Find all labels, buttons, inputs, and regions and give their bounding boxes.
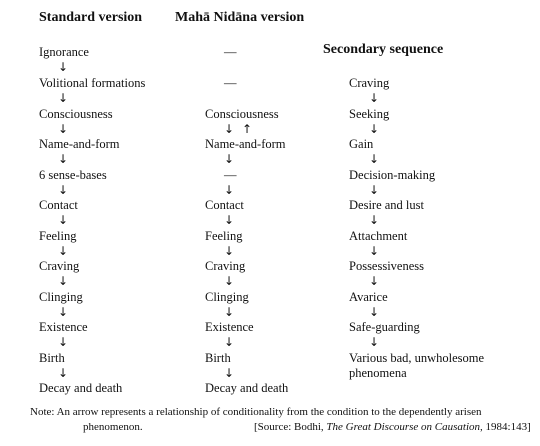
standard-item: 6 sense-bases	[39, 168, 107, 182]
standard-item: Consciousness	[39, 107, 113, 121]
maha-item: Existence	[205, 320, 254, 334]
maha-item: Consciousness	[205, 107, 279, 121]
down-arrow-icon: ↓	[369, 91, 380, 105]
down-arrow-icon: ↓	[224, 152, 235, 166]
standard-item: Clinging	[39, 290, 83, 304]
maha-item: Craving	[205, 259, 246, 273]
note-continuation: phenomenon.	[83, 421, 143, 433]
source-suffix: 1984:143]	[482, 421, 531, 433]
down-arrow-icon: ↓	[224, 183, 235, 197]
down-arrow-icon: ↓	[224, 305, 235, 319]
down-arrow-icon: ↓	[58, 183, 69, 197]
down-arrow-icon: ↓	[58, 335, 69, 349]
down-arrow-icon: ↓	[224, 335, 235, 349]
down-arrow-icon: ↓	[369, 183, 380, 197]
maha-item: Name-and-form	[205, 137, 286, 151]
standard-item: Contact	[39, 198, 78, 212]
source-title: The Great Discourse on Causation,	[326, 421, 483, 433]
standard-item: Decay and death	[39, 381, 123, 395]
secondary-item: Possessiveness	[349, 259, 425, 273]
secondary-item: Decision-making	[349, 168, 436, 182]
secondary-item: phenomena	[349, 366, 407, 380]
standard-item: Name-and-form	[39, 137, 120, 151]
down-arrow-icon: ↓	[369, 335, 380, 349]
standard-item: Feeling	[39, 229, 77, 243]
secondary-sequence-header: Secondary sequence	[323, 42, 444, 57]
standard-item: Birth	[39, 351, 65, 365]
down-arrow-icon: ↓	[369, 152, 380, 166]
secondary-item: Avarice	[349, 290, 388, 304]
note-text: Note: An arrow represents a relationship of conditionality from the condition to the dependently arisen	[30, 406, 482, 418]
down-arrow-icon: ↓	[58, 122, 69, 136]
standard-item: Volitional formations	[39, 76, 146, 90]
secondary-item: Craving	[349, 76, 390, 90]
down-arrow-icon: ↓	[224, 213, 235, 227]
down-arrow-icon: ↓	[58, 366, 69, 380]
maha-item: Decay and death	[205, 381, 289, 395]
maha-nidana-version-header: Mahā Nidāna version	[175, 10, 305, 25]
maha-item: Birth	[205, 351, 231, 365]
down-arrow-icon: ↓	[58, 152, 69, 166]
standard-item: Existence	[39, 320, 88, 334]
down-arrow-icon: ↓	[58, 213, 69, 227]
down-arrow-icon: ↓	[58, 60, 69, 74]
secondary-item: Safe-guarding	[349, 320, 420, 334]
down-arrow-icon: ↓	[224, 366, 235, 380]
secondary-item: Desire and lust	[349, 198, 424, 212]
secondary-item: Attachment	[349, 229, 408, 243]
maha-dash: —	[224, 45, 237, 59]
maha-item: Feeling	[205, 229, 243, 243]
maha-item: Contact	[205, 198, 244, 212]
down-arrow-icon: ↓	[369, 213, 380, 227]
down-arrow-icon: ↓	[224, 274, 235, 288]
down-arrow-icon: ↓	[224, 244, 235, 258]
source-citation	[254, 421, 531, 433]
up-arrow-icon: ↑	[242, 122, 253, 136]
standard-item: Ignorance	[39, 45, 89, 59]
maha-item: Clinging	[205, 290, 249, 304]
down-arrow-icon: ↓	[58, 274, 69, 288]
standard-version-header: Standard version	[39, 10, 143, 25]
down-arrow-icon: ↓	[58, 305, 69, 319]
down-arrow-icon: ↓	[58, 244, 69, 258]
down-arrow-icon: ↓	[369, 244, 380, 258]
maha-dash: —	[224, 76, 237, 90]
secondary-item: Gain	[349, 137, 374, 151]
source-prefix: [Source: Bodhi,	[254, 421, 327, 433]
maha-dash: —	[224, 168, 237, 182]
down-arrow-icon: ↓	[369, 274, 380, 288]
down-arrow-icon: ↓	[369, 122, 380, 136]
down-arrow-icon: ↓	[224, 122, 235, 136]
down-arrow-icon: ↓	[58, 91, 69, 105]
standard-item: Craving	[39, 259, 80, 273]
secondary-item: Various bad, unwholesome	[349, 351, 485, 365]
secondary-item: Seeking	[349, 107, 390, 121]
down-arrow-icon: ↓	[369, 305, 380, 319]
